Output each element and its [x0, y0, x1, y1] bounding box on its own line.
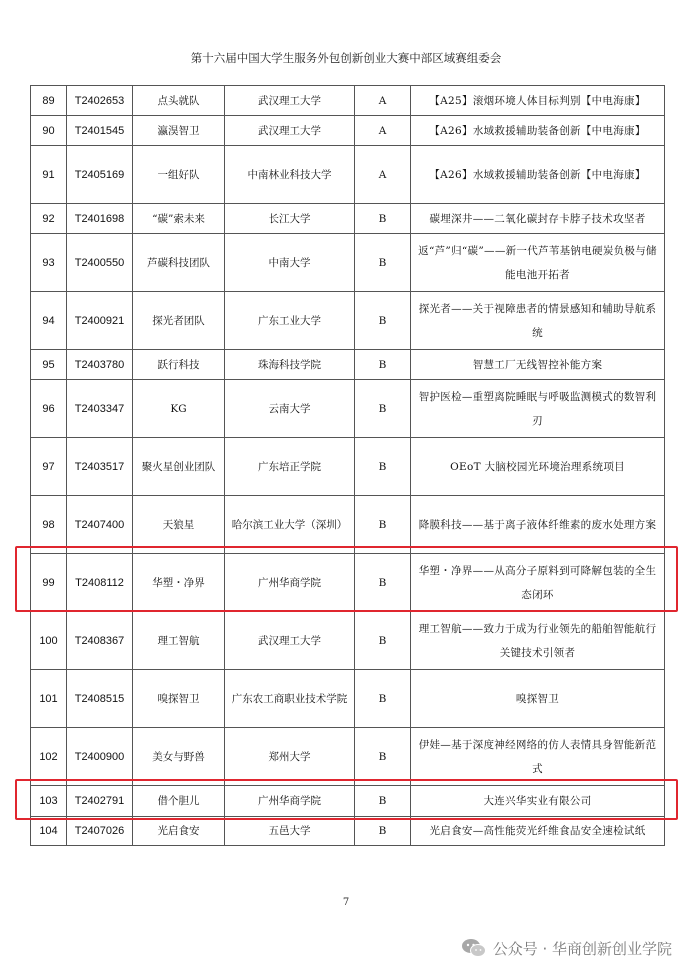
team-name: 聚火星创业团队 [133, 438, 225, 496]
school-name: 广东培正学院 [225, 438, 355, 496]
table-row [31, 204, 665, 234]
project-name: 智慧工厂无线智控补能方案 [411, 350, 665, 380]
highlight-box-row-99 [15, 546, 678, 612]
grade: B [355, 496, 411, 554]
project-name: 【A25】滚烟环境人体目标判别【中电海康】 [411, 86, 665, 116]
grade: B [355, 612, 411, 670]
page-number: 7 [342, 897, 350, 908]
team-name: 一组好队 [133, 146, 225, 204]
grade: B [355, 380, 411, 438]
row-number: 101 [31, 670, 67, 728]
grade: B [355, 670, 411, 728]
row-number: 89 [31, 86, 67, 116]
grade: B [355, 234, 411, 292]
row-number: 98 [31, 496, 67, 554]
team-code: T2400550 [67, 234, 133, 292]
row-number: 93 [31, 234, 67, 292]
team-name: 美女与野兽 [133, 728, 225, 786]
team-code: T2408515 [67, 670, 133, 728]
project-name: 降膜科技——基于离子液体纤维素的废水处理方案 [411, 496, 665, 554]
team-code: T2408112 [67, 554, 133, 612]
team-code: T2401698 [67, 204, 133, 234]
results-table [30, 85, 665, 846]
row-number: 104 [31, 817, 67, 846]
team-name: 华塑・净界 [133, 554, 225, 612]
team-name: 芦碳科技团队 [133, 234, 225, 292]
project-name: 【A26】水域救援辅助装备创新【中电海康】 [411, 116, 665, 146]
team-name: 理工智航 [133, 612, 225, 670]
school-name: 广州华商学院 [225, 786, 355, 817]
project-name: 探光者——关于视障患者的情景感知和辅助导航系统 [411, 292, 665, 350]
grade: B [355, 438, 411, 496]
team-code: T2402791 [67, 786, 133, 817]
row-number: 99 [31, 554, 67, 612]
table-row [31, 438, 665, 496]
row-number: 90 [31, 116, 67, 146]
highlight-box-row-103 [15, 779, 678, 820]
row-number: 92 [31, 204, 67, 234]
project-name: 【A26】水域救援辅助装备创新【中电海康】 [411, 146, 665, 204]
team-name: 嗅探智卫 [133, 670, 225, 728]
team-code: T2400921 [67, 292, 133, 350]
project-name: OEoT 大脑校园光环境治理系统项目 [411, 438, 665, 496]
team-name: 天狼星 [133, 496, 225, 554]
school-name: 珠海科技学院 [225, 350, 355, 380]
table-row [31, 380, 665, 438]
table-row [31, 670, 665, 728]
team-name: “碳”索未来 [133, 204, 225, 234]
project-name: 智护医检—重塑离院睡眠与呼吸监测模式的数智利刃 [411, 380, 665, 438]
team-code: T2403780 [67, 350, 133, 380]
team-name: 跃行科技 [133, 350, 225, 380]
school-name: 中南林业科技大学 [225, 146, 355, 204]
school-name: 云南大学 [225, 380, 355, 438]
team-name: 探光者团队 [133, 292, 225, 350]
school-name: 长江大学 [225, 204, 355, 234]
row-number: 95 [31, 350, 67, 380]
school-name: 哈尔滨工业大学（深圳） [225, 496, 355, 554]
grade: B [355, 728, 411, 786]
grade: A [355, 146, 411, 204]
row-number: 96 [31, 380, 67, 438]
project-name: 光启食安—高性能荧光纤维食品安全速检试纸 [411, 817, 665, 846]
table-row [31, 728, 665, 786]
table-row [31, 350, 665, 380]
school-name: 武汉理工大学 [225, 116, 355, 146]
grade: B [355, 817, 411, 846]
grade: B [355, 292, 411, 350]
project-name: 华塑・净界——从高分子原料到可降解包装的全生态闭环 [411, 554, 665, 612]
school-name: 广东农工商职业技术学院 [225, 670, 355, 728]
school-name: 五邑大学 [225, 817, 355, 846]
document-header: 第十六届中国大学生服务外包创新创业大赛中部区域赛组委会 [190, 51, 502, 65]
school-name: 武汉理工大学 [225, 612, 355, 670]
table-row [31, 86, 665, 116]
table-row [31, 234, 665, 292]
row-number: 97 [31, 438, 67, 496]
team-name: 点头就队 [133, 86, 225, 116]
grade: B [355, 350, 411, 380]
school-name: 中南大学 [225, 234, 355, 292]
school-name: 广东工业大学 [225, 292, 355, 350]
team-name: 光启食安 [133, 817, 225, 846]
table-row [31, 146, 665, 204]
table-row [31, 116, 665, 146]
project-name: 理工智航——致力于成为行业领先的船舶智能航行关键技术引领者 [411, 612, 665, 670]
team-code: T2407400 [67, 496, 133, 554]
project-name: 碳埋深井——二氧化碳封存卡脖子技术攻坚者 [411, 204, 665, 234]
wechat-icon [461, 938, 487, 958]
table-row [31, 612, 665, 670]
team-name: 借个胆儿 [133, 786, 225, 817]
team-code: T2400900 [67, 728, 133, 786]
team-code: T2405169 [67, 146, 133, 204]
team-code: T2401545 [67, 116, 133, 146]
team-code: T2402653 [67, 86, 133, 116]
grade: B [355, 554, 411, 612]
project-name: 返“芦”归“碳”——新一代芦苇基钠电硬炭负极与储能电池开拓者 [411, 234, 665, 292]
project-name: 伊娃—基于深度神经网络的仿人表情具身智能新范式 [411, 728, 665, 786]
row-number: 102 [31, 728, 67, 786]
table-row [31, 292, 665, 350]
team-code: T2403517 [67, 438, 133, 496]
row-number: 94 [31, 292, 67, 350]
team-code: T2403347 [67, 380, 133, 438]
grade: A [355, 116, 411, 146]
team-name: 瀛淏智卫 [133, 116, 225, 146]
grade: B [355, 786, 411, 817]
grade: A [355, 86, 411, 116]
grade: B [355, 204, 411, 234]
school-name: 郑州大学 [225, 728, 355, 786]
team-code: T2408367 [67, 612, 133, 670]
team-name: KG [133, 380, 225, 438]
row-number: 103 [31, 786, 67, 817]
wechat-watermark [461, 936, 672, 960]
row-number: 91 [31, 146, 67, 204]
row-number: 100 [31, 612, 67, 670]
school-name: 武汉理工大学 [225, 86, 355, 116]
table-row [31, 496, 665, 554]
team-code: T2407026 [67, 817, 133, 846]
project-name: 大连兴华实业有限公司 [411, 786, 665, 817]
school-name: 广州华商学院 [225, 554, 355, 612]
project-name: 嗅探智卫 [411, 670, 665, 728]
table-row [31, 817, 665, 846]
watermark-text: 公众号 · 华商创新创业学院 [492, 939, 672, 958]
